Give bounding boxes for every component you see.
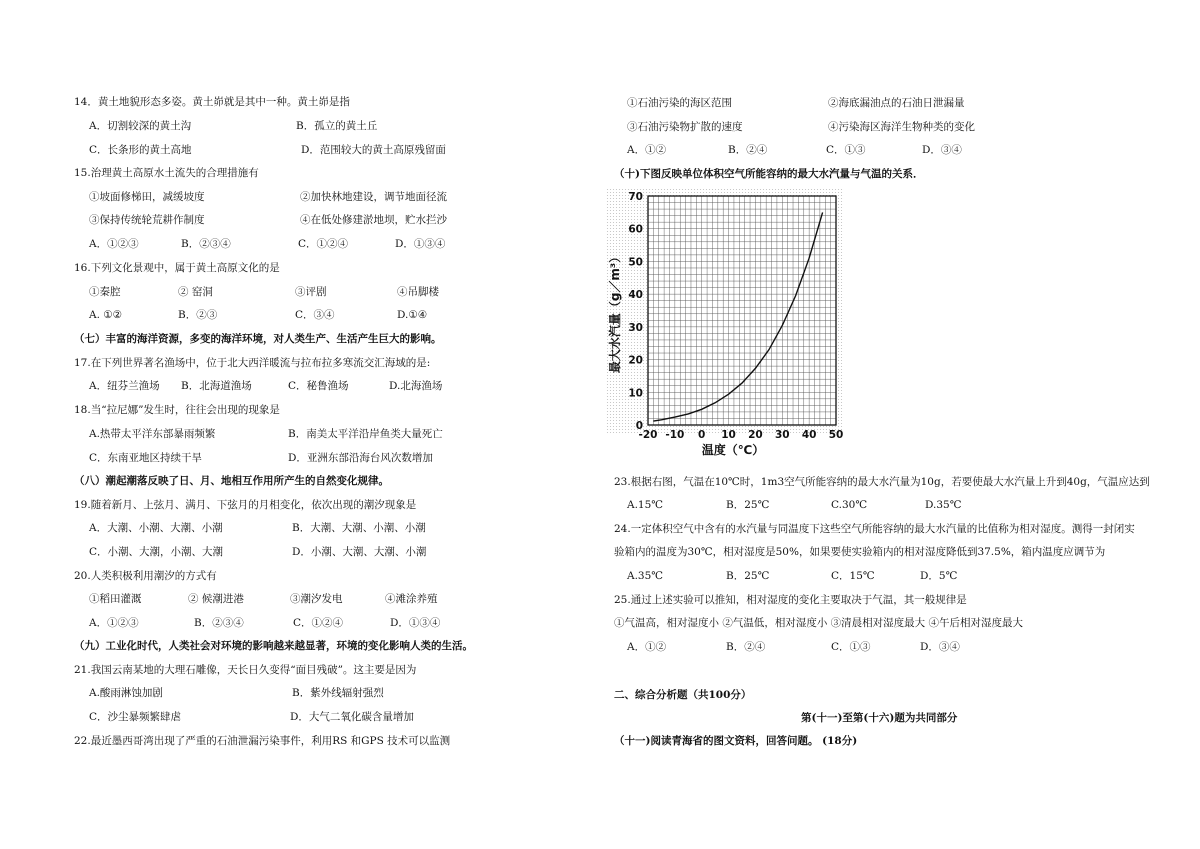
q20-item-1: ①稻田灌溉 — [89, 593, 142, 605]
q21-option-a: A.酸雨淋蚀加剧 — [89, 687, 163, 699]
q22-option-b: B．②④ — [728, 144, 768, 156]
q22-option-a: A．①② — [627, 144, 667, 156]
q23-option-b: B．25℃ — [726, 499, 770, 511]
q17-option-a: A．纽芬兰渔场 — [89, 380, 160, 392]
vapor-temperature-chart — [606, 188, 856, 460]
q14-option-d: D．范围较大的黄土高原残留面 — [301, 144, 446, 156]
chart-svg — [606, 188, 856, 460]
q22-item-4: ④污染海区海洋生物种类的变化 — [828, 121, 975, 133]
q16-option-a: A. ①② — [89, 309, 123, 321]
q20-option-c: C．①②④ — [293, 617, 344, 629]
y-axis-label: 最大水汽量（g／m³） — [608, 250, 622, 374]
q24-option-d: D．5℃ — [920, 570, 958, 582]
q15-item-3: ③保持传统轮荒耕作制度 — [89, 214, 205, 226]
q16-option-c: C．③④ — [295, 309, 335, 321]
q24-stem-line1: 24.一定体积空气中含有的水汽量与同温度下这些空气所能容纳的最大水汽量的比值称为相对湿度。测得一封闭实 — [614, 523, 1135, 535]
q15-item-1: ①坡面修梯田，减缓坡度 — [89, 191, 205, 203]
q23-option-c: C.30℃ — [831, 499, 868, 511]
x-tick-label: 40 — [801, 429, 817, 441]
q16-item-3: ③评剧 — [295, 286, 327, 298]
q18-option-c: C．东南亚地区持续干旱 — [89, 452, 203, 464]
q18-option-a: A.热带太平洋东部暴雨频繁 — [89, 428, 216, 440]
q15-option-d: D．①③④ — [395, 238, 446, 250]
q21-option-b: B．紫外线辐射强烈 — [292, 687, 384, 699]
y-tick-label: 50 — [628, 256, 643, 269]
q15-option-a: A．①②③ — [89, 238, 139, 250]
q24-option-a: A.35℃ — [627, 570, 664, 582]
q19-stem: 19.随着新月、上弦月、满月、下弦月的月相变化，依次出现的潮汐现象是 — [74, 499, 417, 511]
q23-option-a: A.15℃ — [627, 499, 664, 511]
q25-option-a: A．①② — [627, 641, 667, 653]
q15-item-4: ④在低处修建淤地坝，贮水拦沙 — [300, 214, 447, 226]
q22-stem: 22.最近墨西哥湾出现了严重的石油泄漏污染事件，利用RS 和GPS 技术可以监测 — [74, 735, 451, 747]
x-tick-label: 20 — [748, 429, 763, 441]
q20-stem: 20.人类积极利用潮汐的方式有 — [74, 570, 217, 582]
part-2-heading: 二、综合分析题（共100分） — [614, 689, 752, 701]
x-tick-label: -20 — [638, 429, 658, 441]
q16-stem: 16.下列文化景观中，属于黄土高原文化的是 — [74, 262, 280, 274]
q22-item-2: ②海底漏油点的石油日泄漏量 — [828, 97, 965, 109]
q24-option-c: C．15℃ — [831, 570, 875, 582]
q14-option-b: B．孤立的黄土丘 — [296, 120, 378, 132]
q23-option-d: D.35℃ — [925, 499, 962, 511]
y-tick-label: 60 — [628, 223, 643, 236]
q16-option-b: B．②③ — [178, 309, 218, 321]
q20-item-4: ④滩涂养殖 — [385, 593, 438, 605]
x-tick-label: -10 — [665, 429, 685, 441]
q22-option-c: C．①③ — [826, 144, 866, 156]
q17-option-d: D.北海渔场 — [389, 380, 443, 392]
q16-option-d: D.①④ — [397, 309, 428, 321]
x-tick-label: 50 — [828, 429, 844, 441]
x-tick-label: 0 — [698, 429, 706, 441]
y-tick-label: 40 — [628, 289, 643, 302]
q14-option-a: A．切割较深的黄土沟 — [89, 120, 192, 132]
section-7-heading: （七）丰富的海洋资源，多变的海洋环境，对人类生产、生活产生巨大的影响。 — [74, 333, 442, 345]
q20-item-3: ③潮汐发电 — [290, 593, 343, 605]
y-tick-label: 30 — [628, 321, 643, 334]
q24-option-b: B．25℃ — [726, 570, 770, 582]
q24-stem-line2: 验箱内的温度为30℃，相对湿度是50%，如果要使实验箱内的相对湿度降低到37.5%，箱内温度应调节为 — [614, 546, 1106, 558]
q20-option-d: D．①③④ — [390, 617, 441, 629]
q21-stem: 21.我国云南某地的大理石雕像，天长日久变得“面目残破”。这主要是因为 — [74, 664, 417, 676]
q17-stem: 17.在下列世界著名渔场中，位于北大西洋暖流与拉布拉多寒流交汇海域的是: — [74, 357, 431, 369]
q23-stem: 23.根据右图，气温在10℃时，1m3空气所能容纳的最大水汽量为10g，若要使最大水汽量上升到40g，气温应达到 — [614, 476, 1150, 488]
q20-item-2: ② 候潮进港 — [188, 593, 244, 605]
q18-option-d: D．亚洲东部沿海台风次数增加 — [288, 452, 433, 464]
q25-option-c: C．①③ — [831, 641, 871, 653]
q22-option-d: D．③④ — [922, 144, 962, 156]
q15-item-2: ②加快林地建设，调节地面径流 — [300, 191, 447, 203]
q19-option-b: B．大潮、大潮、小潮、小潮 — [292, 522, 426, 534]
q14-stem: 14．黄土地貌形态多姿。黄土峁就是其中一种。黄土峁是指 — [74, 96, 350, 108]
x-tick-label: 10 — [721, 429, 736, 441]
q15-stem: 15.治理黄土高原水土流失的合理措施有 — [74, 167, 259, 179]
q20-option-a: A．①②③ — [89, 617, 139, 629]
q20-option-b: B．②③④ — [194, 617, 244, 629]
q16-item-4: ④吊脚楼 — [397, 286, 439, 298]
common-part-note: 第(十一)至第(十六)题为共同部分 — [801, 712, 958, 724]
q15-option-b: B．②③④ — [181, 238, 231, 250]
q21-option-d: D．大气二氧化碳含量增加 — [290, 711, 414, 723]
section-11-heading: （十一)阅读青海省的图文资料，回答问题。 (18分) — [614, 735, 858, 747]
section-10-heading: （十)下图反映单位体积空气所能容纳的最大水汽量与气温的关系． — [614, 168, 924, 180]
plot-area — [648, 196, 836, 425]
q19-option-c: C．小潮、大潮，小潮、大潮 — [89, 546, 224, 558]
q25-items: ①气温高，相对湿度小 ②气温低，相对湿度小 ③清晨相对湿度最大 ④午后相对湿度最大 — [614, 617, 1024, 629]
y-tick-label: 70 — [628, 191, 643, 203]
q18-stem: 18.当“拉尼娜”发生时，往往会出现的现象是 — [74, 404, 280, 416]
section-8-heading: （八）潮起潮落反映了日、月、地相互作用所产生的自然变化规律。 — [74, 475, 389, 487]
q16-item-1: ①秦腔 — [89, 286, 121, 298]
q18-option-b: B．南美太平洋沿岸鱼类大量死亡 — [288, 428, 443, 440]
q17-option-b: B．北海道渔场 — [181, 380, 252, 392]
q19-option-a: A．大潮、小潮、大潮、小潮 — [89, 522, 223, 534]
q16-item-2: ② 窑洞 — [178, 286, 213, 298]
q25-option-b: B．②④ — [726, 641, 766, 653]
y-tick-label: 0 — [635, 420, 643, 432]
q21-option-c: C．沙尘暴频繁肆虐 — [89, 711, 182, 723]
q25-stem: 25.通过上述实验可以推知，相对湿度的变化主要取决于气温，其一般规律是 — [614, 594, 967, 606]
x-tick-label: 30 — [774, 429, 790, 441]
q22-item-3: ③石油污染物扩散的速度 — [627, 121, 743, 133]
section-9-heading: （九）工业化时代，人类社会对环境的影响越来越显著，环境的变化影响人类的生活。 — [74, 640, 473, 652]
y-tick-label: 20 — [628, 354, 643, 367]
y-tick-label: 10 — [628, 387, 643, 400]
q19-option-d: D．小潮、大潮、大潮、小潮 — [292, 546, 427, 558]
q15-option-c: C．①②④ — [298, 238, 349, 250]
q14-option-c: C．长条形的黄土高地 — [89, 144, 192, 156]
x-axis-label: 温度（℃） — [701, 443, 765, 457]
q25-option-d: D．③④ — [920, 641, 960, 653]
q17-option-c: C．秘鲁渔场 — [288, 380, 349, 392]
q22-item-1: ①石油污染的海区范围 — [627, 97, 732, 109]
